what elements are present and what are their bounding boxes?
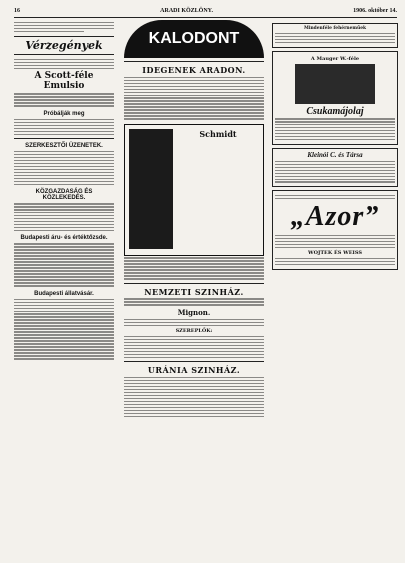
- ad-mauger-title: A Mauger W.-féle: [310, 55, 360, 62]
- text-block: [275, 33, 395, 43]
- text-block: [14, 243, 114, 286]
- kozgazdasag-heading: KÖZGAZDASÁG ÉS KÖZLEKEDÉS.: [35, 189, 93, 202]
- text-block: [14, 93, 114, 106]
- text-block: [14, 151, 114, 185]
- szerkesztoi-heading: SZERKESZTŐI ÜZENETEK.: [25, 142, 103, 149]
- ad-title: Schmidt: [199, 128, 237, 139]
- text-block: [124, 319, 264, 326]
- urania-heading: URÁNIA SZINHÁZ.: [147, 365, 241, 376]
- text-block: [124, 336, 264, 358]
- middle-advertisement: [124, 124, 264, 256]
- ad-mauger: [272, 51, 398, 145]
- text-block: [124, 377, 264, 417]
- budapesti-heading: Budapesti áru- és értéktőzsde.: [20, 235, 108, 242]
- ad-fehernemu: [272, 23, 398, 48]
- divider: [124, 283, 264, 284]
- mignon-heading: Mignon.: [177, 307, 211, 317]
- bottle-illustration: [295, 64, 375, 104]
- column-left: [14, 20, 114, 361]
- text-block: [14, 203, 114, 231]
- column-middle: [124, 20, 264, 419]
- text-block: [275, 258, 395, 265]
- header-rule: [14, 17, 397, 18]
- text-block: [14, 22, 114, 32]
- allatvasar-heading: Budapesti állatvásár.: [34, 290, 94, 297]
- ad-illustration: [129, 129, 173, 249]
- text-block: [275, 118, 395, 140]
- csukamajolaj-heading: Csukamájolaj: [306, 105, 364, 117]
- issue-date: 1906. október 14.: [353, 8, 397, 14]
- wojtek-heading: WOJTEK ÉS WEISS: [308, 249, 362, 256]
- column-right: [272, 20, 398, 273]
- text-block: [124, 298, 264, 305]
- idegenek-aradon-heading: IDEGENEK ARADON.: [142, 65, 246, 75]
- divider: [124, 61, 264, 62]
- text-block: [275, 235, 395, 248]
- text-block: [124, 257, 264, 279]
- section-heading-verzegenyek: Vérzegények: [14, 36, 114, 55]
- ad-azor: [272, 190, 398, 269]
- text-block: [275, 195, 395, 199]
- azor-logo: „Azor”: [290, 201, 380, 233]
- text-block: [14, 299, 114, 360]
- divider: [124, 361, 264, 362]
- ad-kleinoi: [272, 148, 398, 187]
- kalodont-ad: KALODONT: [124, 20, 264, 58]
- page-number: 16: [14, 8, 20, 14]
- kleinoi-heading: Kleinói C. és Társa: [307, 151, 363, 159]
- scott-emulsio-heading: A Scott-féle Emulsio: [34, 71, 94, 92]
- text-block: [275, 161, 395, 183]
- text-block: [124, 77, 264, 120]
- newspaper-title: ARADI KÖZLÖNY.: [160, 8, 213, 14]
- probaljak-heading: Próbálják meg: [43, 110, 85, 117]
- ad-fehernemu-title: Mindenféle fehérneműek: [303, 26, 367, 31]
- page-header: [14, 6, 397, 16]
- text-block: [14, 119, 114, 135]
- text-block: [14, 59, 114, 69]
- nemzeti-szinhaz-heading: NEMZETI SZINHÁZ.: [144, 286, 244, 297]
- szereplok-heading: SZEREPLŐK:: [175, 327, 213, 334]
- divider: [14, 138, 114, 139]
